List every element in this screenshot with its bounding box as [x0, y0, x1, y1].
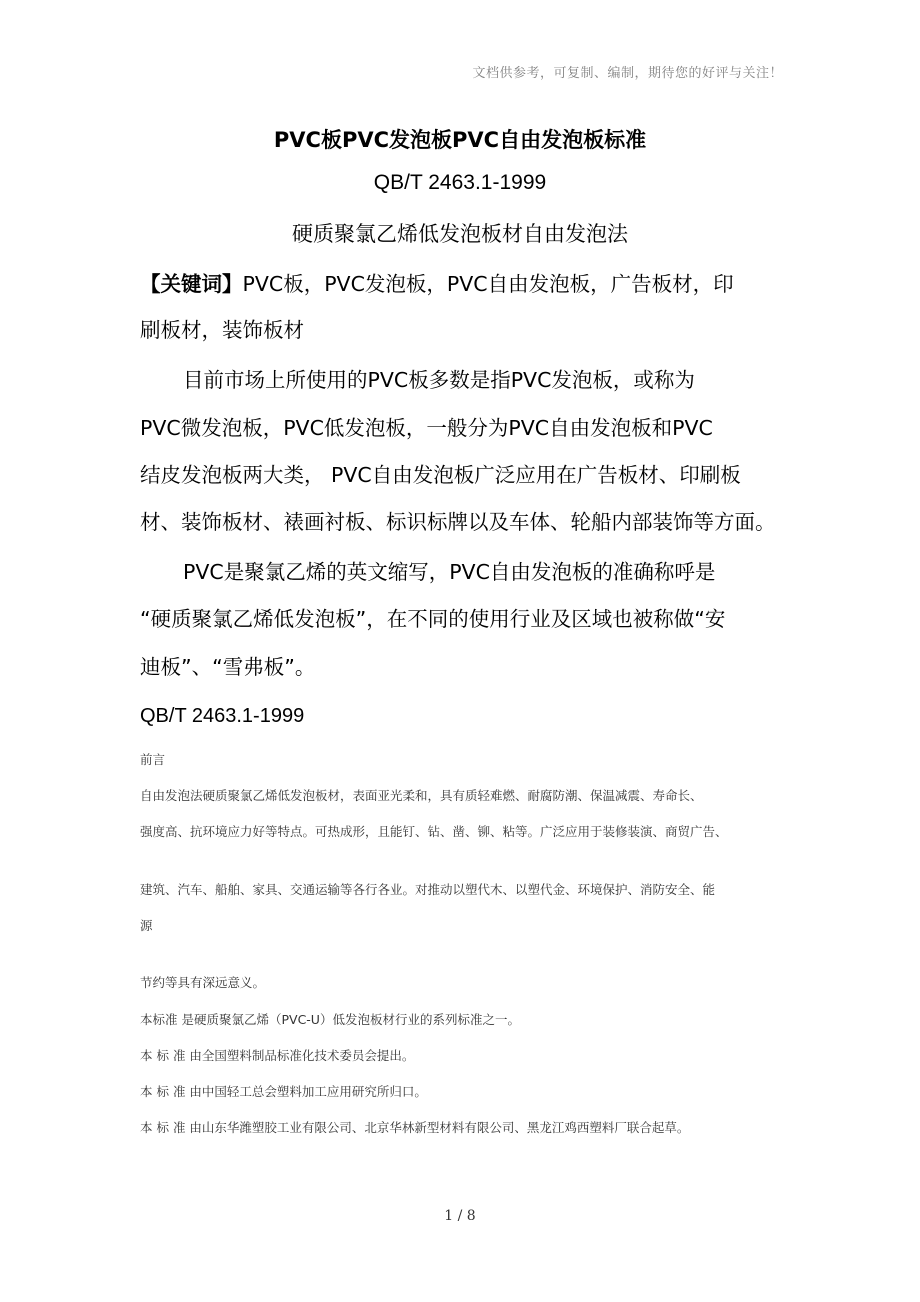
foreword-line: 节约等具有深远意义。 — [140, 975, 266, 990]
foreword-line: 本 标 准 由山东华潍塑胶工业有限公司、北京华林新型材料有限公司、黑龙江鸡西塑料厂联合起草。 — [140, 1120, 690, 1135]
header-note: 文档供参考，可复制、编制，期待您的好评与关注！ — [472, 66, 783, 81]
paragraph-1-line-3: 结皮发泡板两大类， PVC自由发泡板广泛应用在广告板材、印刷板 — [140, 463, 741, 487]
document-subtitle: 硬质聚氯乙烯低发泡板材自由发泡法 — [292, 222, 628, 246]
keywords-line-2: 刷板材，装饰板材 — [140, 318, 304, 342]
foreword-line: 自由发泡法硬质聚氯乙烯低发泡板材，表面亚光柔和，具有质轻难燃、耐腐防潮、保温减震、寿命长、 — [140, 788, 703, 803]
foreword-line: 本标准 是硬质聚氯乙烯（PVC-U）低发泡板材行业的系列标准之一。 — [140, 1012, 520, 1027]
keywords-text: PVC板，PVC发泡板，PVC自由发泡板，广告板材，印 — [242, 272, 734, 296]
keywords-label: 【关键词】 — [140, 272, 243, 296]
foreword-line: 建筑、汽车、船舶、家具、交通运输等各行各业。对推动以塑代木、以塑代金、环境保护、消防安全、能 — [140, 882, 716, 897]
paragraph-1-line-1: 目前市场上所使用的PVC板多数是指PVC发泡板，或称为 — [183, 368, 695, 392]
keywords-line-1 — [140, 272, 734, 296]
foreword-heading: 前言 — [140, 752, 166, 767]
paragraph-1-line-4: 材、装饰板材、裱画衬板、标识标牌以及车体、轮船内部装饰等方面。 — [140, 510, 776, 534]
foreword-line: 本 标 准 由全国塑料制品标准化技术委员会提出。 — [140, 1048, 415, 1063]
page-indicator: 1 / 8 — [444, 1208, 476, 1224]
foreword-line: 强度高、抗环境应力好等特点。可热成形，且能钉、钻、凿、铆、粘等。广泛应用于装修装演、商贸广告、 — [140, 824, 728, 839]
paragraph-1-line-2: PVC微发泡板，PVC低发泡板，一般分为PVC自由发泡板和PVC — [140, 416, 713, 440]
paragraph-2-line-2: “硬质聚氯乙烯低发泡板”，在不同的使用行业及区域也被称做“安 — [140, 607, 726, 631]
document-title: PVC板PVC发泡板PVC自由发泡板标准 — [273, 128, 647, 152]
foreword-line: 源 — [140, 918, 153, 933]
standard-number-section: QB/T 2463.1-1999 — [140, 705, 305, 727]
paragraph-2-line-1: PVC是聚氯乙烯的英文缩写，PVC自由发泡板的准确称呼是 — [183, 560, 716, 584]
paragraph-2-line-3: 迪板”、“雪弗板”。 — [140, 655, 316, 679]
foreword-line: 本 标 准 由中国轻工总会塑料加工应用研究所归口。 — [140, 1084, 427, 1099]
standard-number: QB/T 2463.1-1999 — [373, 171, 547, 194]
